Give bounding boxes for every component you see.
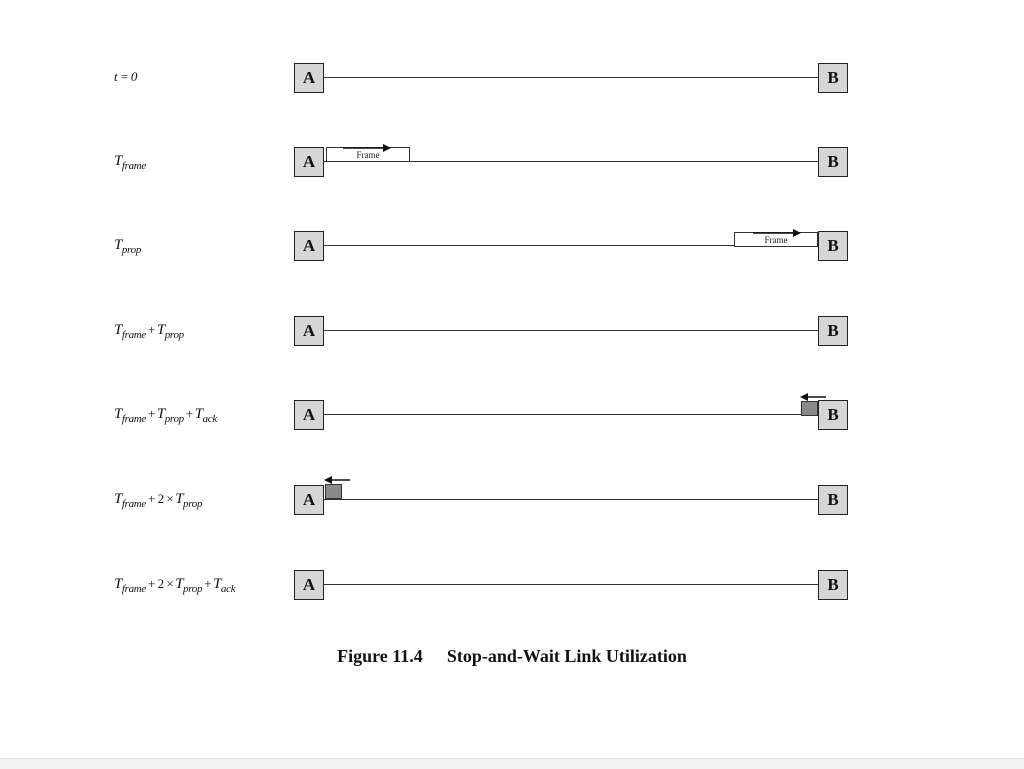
frame-label: Frame: [356, 149, 380, 160]
left-arrow-icon: [324, 475, 352, 485]
link-line: [324, 584, 818, 585]
ack-box: [801, 401, 818, 416]
figure-caption: [0, 646, 1024, 667]
station-a: A: [294, 63, 324, 93]
bottom-bar: [0, 758, 1024, 769]
row-tprop: [0, 227, 1024, 267]
frame-box: [734, 232, 818, 247]
station-a: A: [294, 570, 324, 600]
link-line: [324, 330, 818, 331]
time-label: $T_{prop}$: [114, 237, 142, 256]
station-b: B: [818, 231, 848, 261]
row-tframe-2tprop-tack: [0, 566, 1024, 606]
station-a: A: [294, 316, 324, 346]
time-label: $T_{frame}$: [114, 153, 147, 172]
time-label: $T_{frame} + 2 \times T_{prop}$: [114, 491, 203, 510]
figure-title: Stop-and-Wait Link Utilization: [446, 646, 687, 666]
time-label: $T_{frame} + T_{prop}$: [114, 322, 184, 341]
right-arrow-icon: [343, 143, 387, 153]
station-a: A: [294, 485, 324, 515]
station-b: B: [818, 485, 848, 515]
station-b: B: [818, 63, 848, 93]
link-line: [324, 77, 818, 78]
frame-label: Frame: [764, 234, 788, 245]
station-b: B: [818, 316, 848, 346]
row-t0: [0, 59, 1024, 99]
row-tframe: [0, 143, 1024, 183]
station-a: A: [294, 231, 324, 261]
link-line: [324, 499, 818, 500]
station-b: B: [818, 147, 848, 177]
link-line: [324, 414, 818, 415]
row-tframe-2tprop: [0, 481, 1024, 521]
time-label: $T_{frame} + 2 \times T_{prop} + T_{ack}$: [114, 576, 236, 595]
figure-number: Figure 11.4: [337, 646, 423, 666]
station-b: B: [818, 400, 848, 430]
station-a: A: [294, 400, 324, 430]
ack-box: [325, 484, 342, 499]
station-a: A: [294, 147, 324, 177]
right-arrow-icon: [753, 228, 797, 238]
time-label: $T_{frame} + T_{prop} + T_{ack}$: [114, 406, 217, 425]
row-tframe-plus-tprop: [0, 312, 1024, 352]
frame-box: [326, 147, 410, 162]
station-b: B: [818, 570, 848, 600]
time-label: t = 0: [114, 69, 137, 84]
row-tframe-tprop-tack: [0, 396, 1024, 436]
